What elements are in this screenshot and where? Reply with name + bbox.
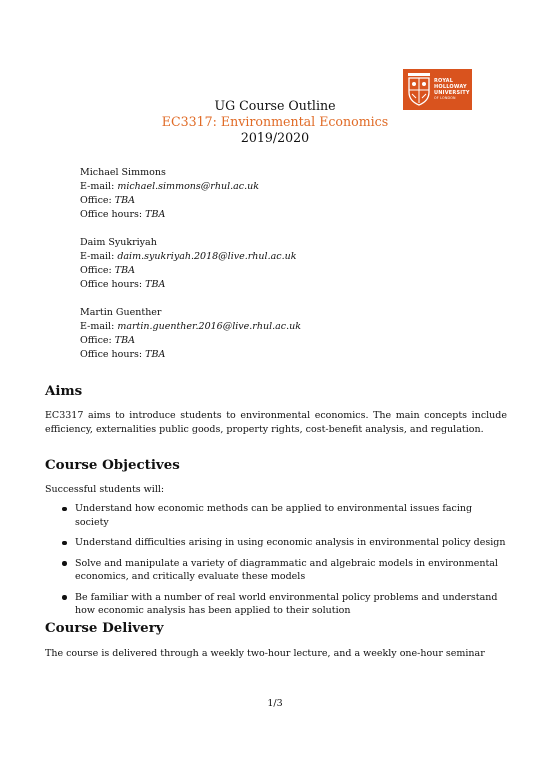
page-number: 1/3 (267, 698, 283, 709)
logo-line-of-london: OF LONDON (434, 96, 456, 100)
contact-block-2 (80, 236, 301, 292)
office-hours-label: Office hours: (80, 349, 143, 360)
contact-office: TBA (114, 335, 135, 346)
list-item: Solve and manipulate a variety of diagrammatic and algebraic models in environmental economics, and critically evaluate these models (75, 557, 507, 584)
contact-email[interactable]: michael.simmons@rhul.ac.uk (117, 181, 260, 192)
staff-contacts (80, 166, 301, 376)
aims-text: EC3317 aims to introduce students to environmental economics. The main concepts include efficiency, externalities public goods, property rights, cost-benefit analysis, and regulation. (45, 410, 507, 435)
email-label: E-mail: (80, 181, 115, 192)
office-hours-label: Office hours: (80, 209, 143, 220)
contact-office: TBA (114, 265, 135, 276)
delivery-text: The course is delivered through a weekly two-hour lecture, and a weekly one-hour seminar (45, 648, 485, 659)
office-label: Office: (80, 265, 112, 276)
logo-line-university: UNIVERSITY (434, 90, 470, 96)
contact-email[interactable]: martin.guenther.2016@live.rhul.ac.uk (117, 321, 302, 332)
email-label: E-mail: (80, 321, 115, 332)
contact-office: TBA (114, 195, 135, 206)
contact-office-hours: TBA (145, 209, 166, 220)
contact-email[interactable]: daim.syukriyah.2018@live.rhul.ac.uk (117, 251, 297, 262)
contact-block-1 (80, 166, 301, 222)
contact-block-3 (80, 306, 301, 362)
course-title: EC3317: Environmental Economics (161, 114, 389, 129)
delivery-heading: Course Delivery (45, 620, 164, 636)
office-hours-label: Office hours: (80, 279, 143, 290)
office-label: Office: (80, 195, 112, 206)
list-item: Understand how economic methods can be applied to environmental issues facing society (75, 502, 507, 529)
contact-name: Martin Guenther (80, 307, 162, 318)
contact-office-hours: TBA (145, 279, 166, 290)
objectives-intro: Successful students will: (45, 484, 165, 495)
list-item: Be familiar with a number of real world environmental policy problems and understand how economic analysis has been applied to their solution (75, 591, 507, 618)
academic-year: 2019/2020 (240, 130, 310, 145)
contact-name: Daim Syukriyah (80, 237, 157, 248)
office-label: Office: (80, 335, 112, 346)
objectives-list (75, 502, 507, 625)
email-label: E-mail: (80, 251, 115, 262)
logo-line-royal: ROYAL (434, 78, 454, 84)
document-title: UG Course Outline (214, 98, 336, 113)
list-item: Understand difficulties arising in using economic analysis in environmental policy design (75, 537, 506, 548)
document-header (0, 98, 550, 146)
logo-line-holloway: HOLLOWAY (434, 84, 467, 90)
contact-name: Michael Simmons (80, 167, 166, 178)
aims-heading: Aims (45, 383, 83, 399)
contact-office-hours: TBA (145, 349, 166, 360)
objectives-heading: Course Objectives (45, 457, 180, 473)
